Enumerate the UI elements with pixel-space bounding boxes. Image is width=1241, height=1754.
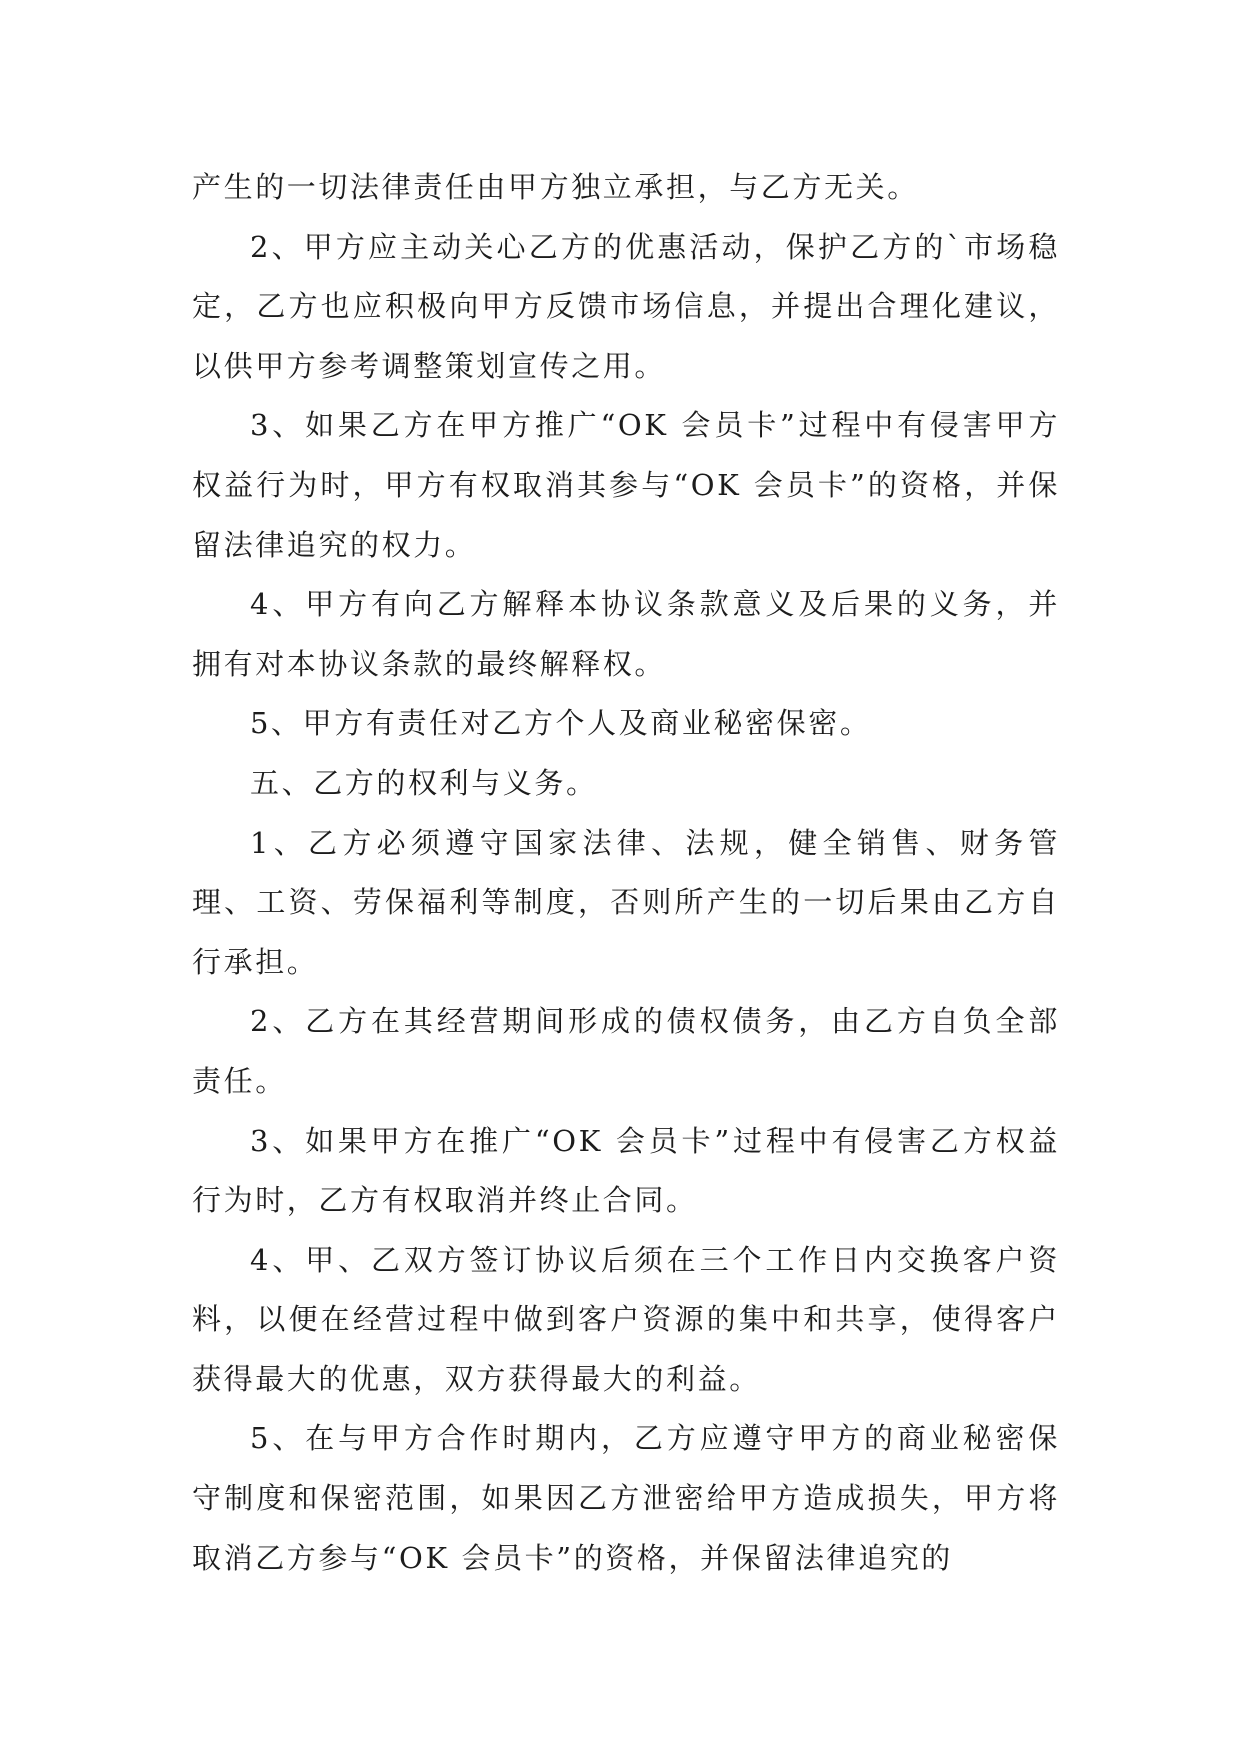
- paragraph-party-a-clause-4: 4、甲方有向乙方解释本协议条款意义及后果的义务，并拥有对本协议条款的最终解释权。: [192, 587, 1060, 681]
- paragraph-party-a-clause-3: 3、如果乙方在甲方推广“OK 会员卡”过程中有侵害甲方权益行为时，甲方有权取消其参与“OK 会员卡”的资格，并保留法律追究的权力。: [192, 408, 1060, 562]
- paragraph-party-b-clause-4: 4、甲、乙双方签订协议后须在三个工作日内交换客户资料，以便在经营过程中做到客户资源的集中和共享，使得客户获得最大的优惠，双方获得最大的利益。: [192, 1242, 1060, 1396]
- section-heading-party-b: 五、乙方的权利与义务。: [250, 765, 598, 800]
- paragraph-party-b-clause-3: 3、如果甲方在推广“OK 会员卡”过程中有侵害乙方权益行为时，乙方有权取消并终止合同。: [192, 1123, 1060, 1218]
- paragraph-continuation: 产生的一切法律责任由甲方独立承担，与乙方无关。: [192, 170, 919, 204]
- paragraph-party-a-clause-2: 2、甲方应主动关心乙方的优惠活动，保护乙方的`市场稳定，乙方也应积极向甲方反馈市场信息，并提出合理化建议，以供甲方参考调整策划宣传之用。: [192, 229, 1060, 383]
- paragraph-party-b-clause-1: 1、乙方必须遵守国家法律、法规，健全销售、财务管理、工资、劳保福利等制度，否则所产生的一切后果由乙方自行承担。: [192, 825, 1060, 979]
- paragraph-party-b-clause-5: 5、在与甲方合作时期内，乙方应遵守甲方的商业秘密保守制度和保密范围，如果因乙方泄密给甲方造成损失，甲方将取消乙方参与“OK 会员卡”的资格，并保留法律追究的: [192, 1421, 1060, 1575]
- paragraph-party-b-clause-2: 2、乙方在其经营期间形成的债权债务，由乙方自负全部责任。: [192, 1004, 1060, 1098]
- document-body: [192, 158, 1060, 1588]
- paragraph-party-a-clause-5: 5、甲方有责任对乙方个人及商业秘密保密。: [250, 706, 872, 741]
